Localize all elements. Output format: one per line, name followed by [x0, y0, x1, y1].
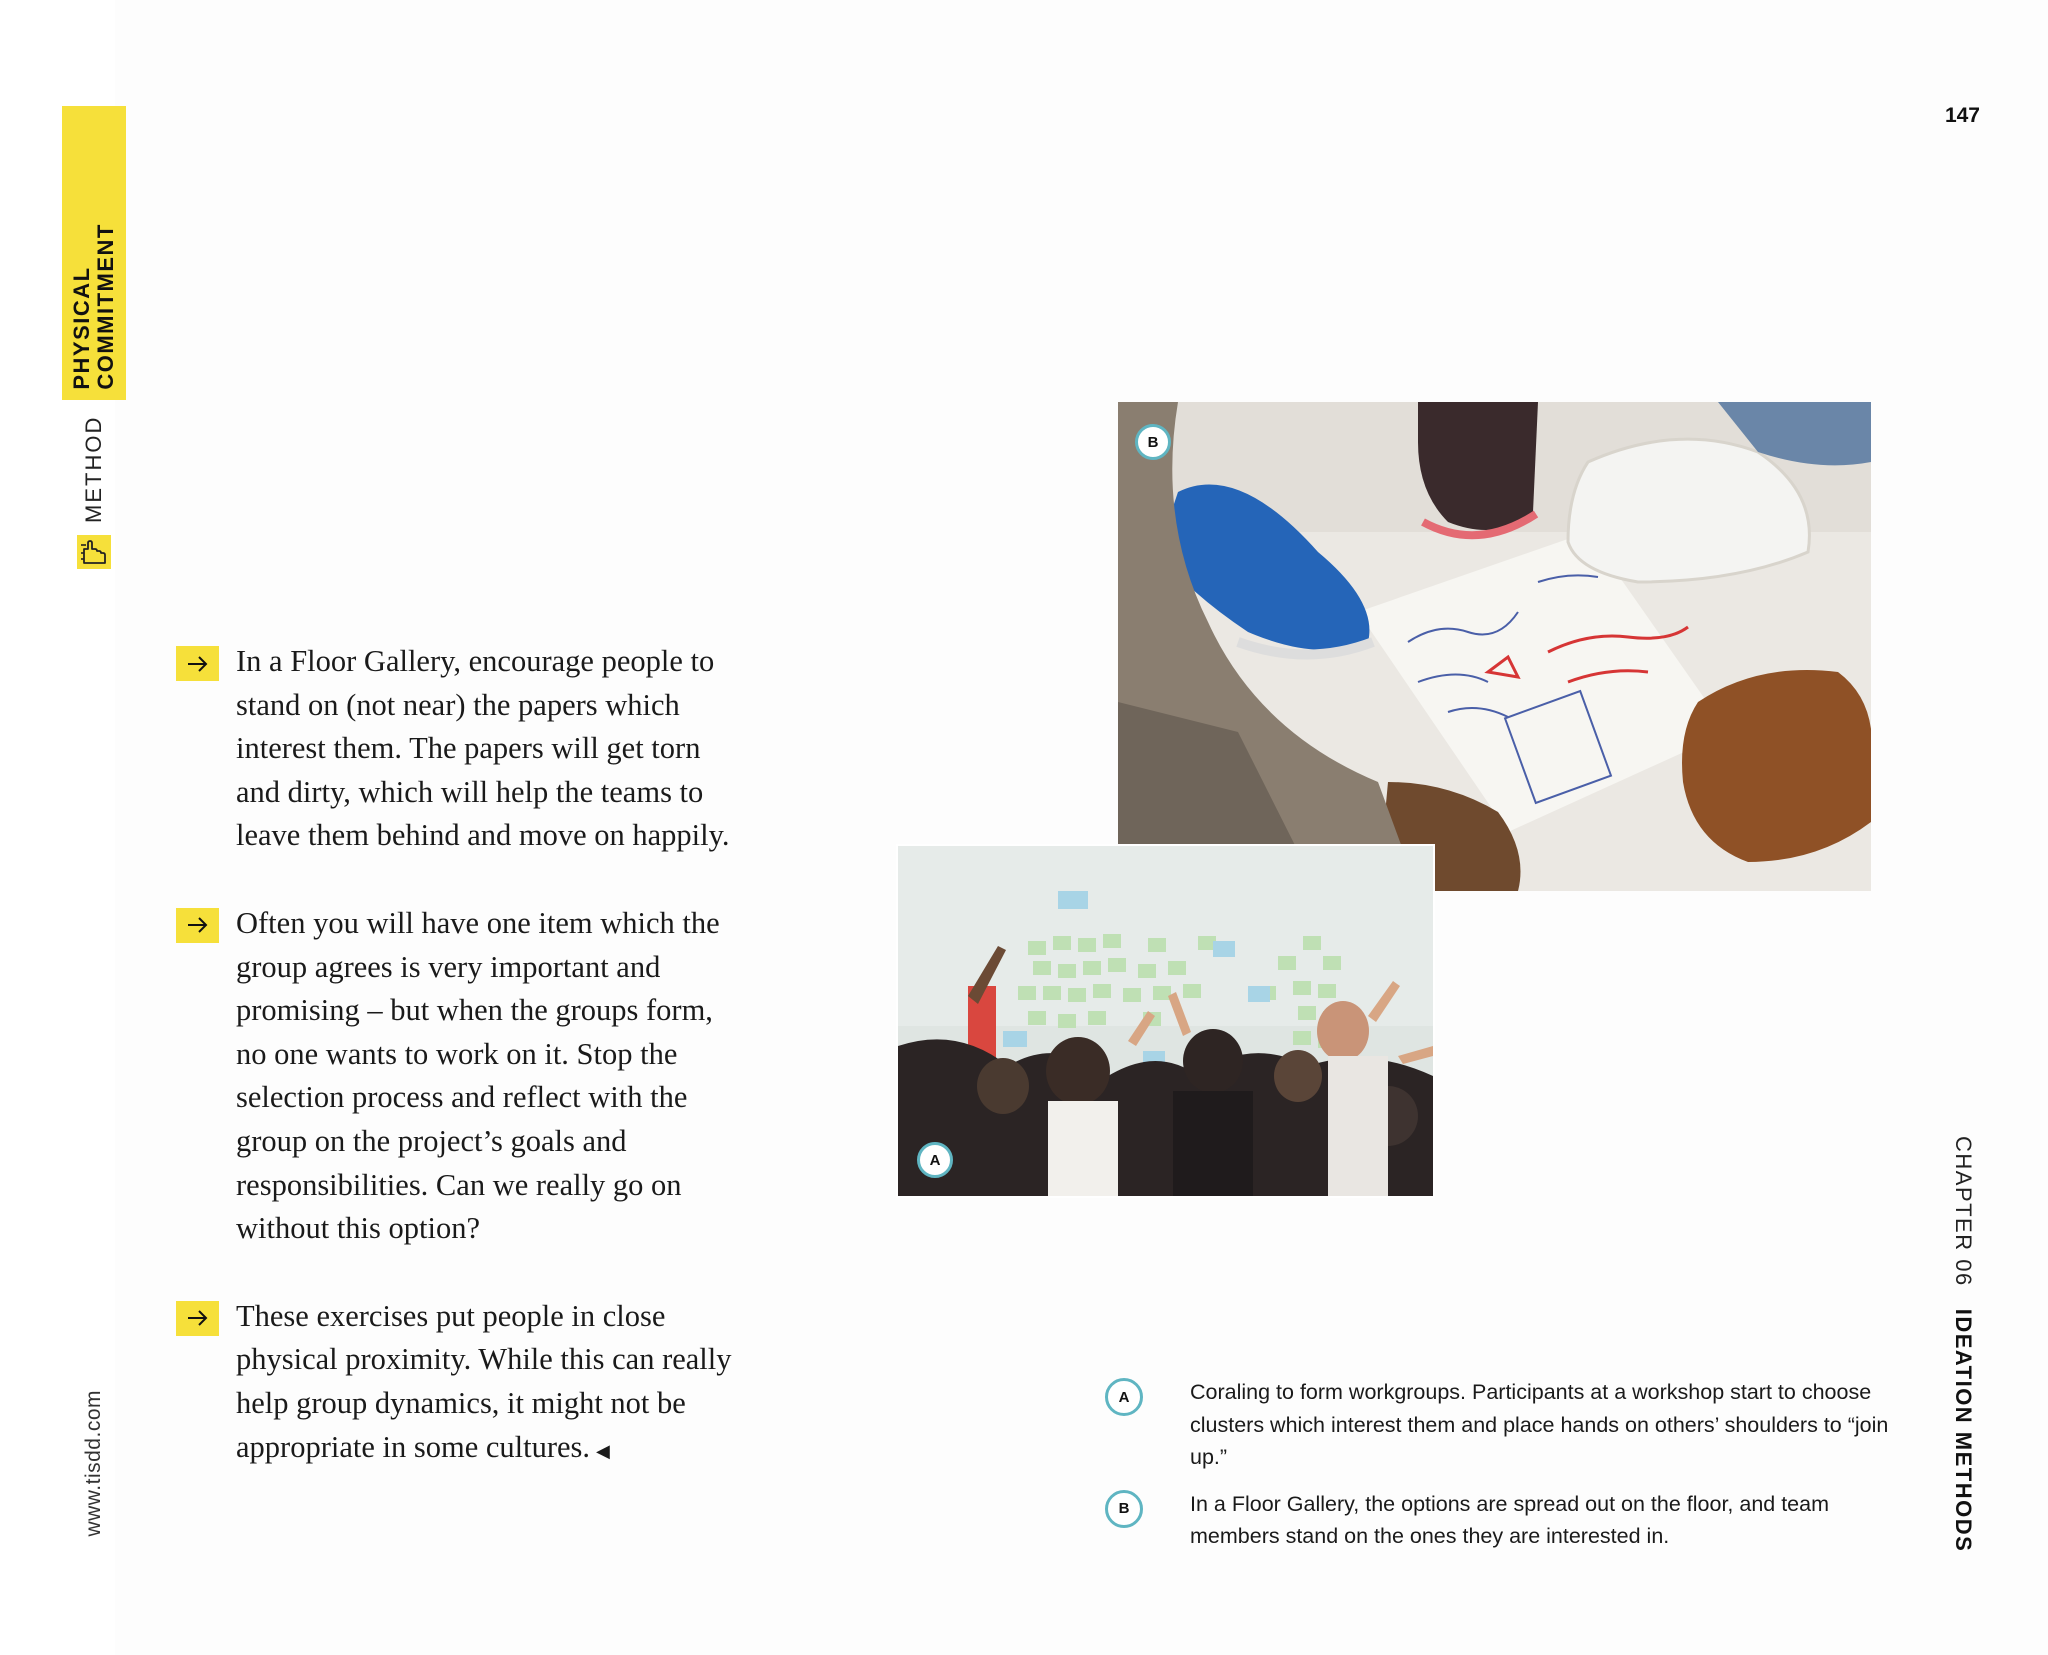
caption-badge: B: [1105, 1490, 1143, 1528]
photo-coraling-workgroups: [898, 846, 1433, 1196]
end-of-article-icon: ◀: [596, 1440, 610, 1462]
arrow-right-icon: [176, 908, 219, 943]
tip-text: Often you will have one item which the group agrees is very important and promising – but when the groups form, no one wants to work on it. Stop the selection process and reflect with the group on the project’s goals and responsibilities. Can we really go on without this option?: [236, 905, 720, 1246]
caption-text: Coraling to form workgroups. Participants at a workshop start to choose clusters which interest them and place hands on others’ shoulders to “join up.”: [1190, 1380, 1889, 1469]
page-number: 147: [1944, 104, 1980, 127]
chapter-title: IDEATION METHODS: [1951, 1308, 1976, 1553]
website-link[interactable]: www.tisdd.com: [82, 1390, 105, 1537]
method-hand-icon: [75, 533, 113, 571]
tip-item: [176, 902, 736, 1251]
photo-badge-b: B: [1135, 424, 1171, 460]
arrow-right-icon: [176, 1301, 219, 1336]
method-label: METHOD: [81, 415, 106, 523]
caption-item: [1102, 1376, 1892, 1474]
arrow-right-icon: [176, 646, 219, 681]
tip-text: In a Floor Gallery, encourage people to stand on (not near) the papers which interest them. The papers will get torn and dirty, which will help the teams to leave them behind and move on happily.: [236, 644, 730, 853]
caption-item: [1102, 1488, 1892, 1553]
photo-floor-gallery: [1118, 402, 1871, 891]
tip-item: [176, 1295, 736, 1473]
section-tag: PHYSICAL COMMITMENT: [62, 106, 126, 400]
chapter-running-title: [1942, 1136, 1984, 1556]
tips-list: [176, 640, 736, 1517]
tip-item: [176, 640, 736, 858]
caption-badge: A: [1105, 1378, 1143, 1416]
caption-text: In a Floor Gallery, the options are spread out on the floor, and team members stand on the ones they are interested in.: [1190, 1491, 1830, 1548]
chapter-label: CHAPTER 06: [1951, 1136, 1976, 1287]
tip-text-body: These exercises put people in close physical proximity. While this can really help group dynamics, it might not be appropriate in some cultures.: [236, 1298, 732, 1464]
figure-captions: [1102, 1376, 1892, 1567]
photo-badge-a: A: [917, 1142, 953, 1178]
tip-text: [236, 1295, 736, 1473]
website-footer: [73, 1390, 115, 1550]
running-header: [69, 106, 118, 571]
